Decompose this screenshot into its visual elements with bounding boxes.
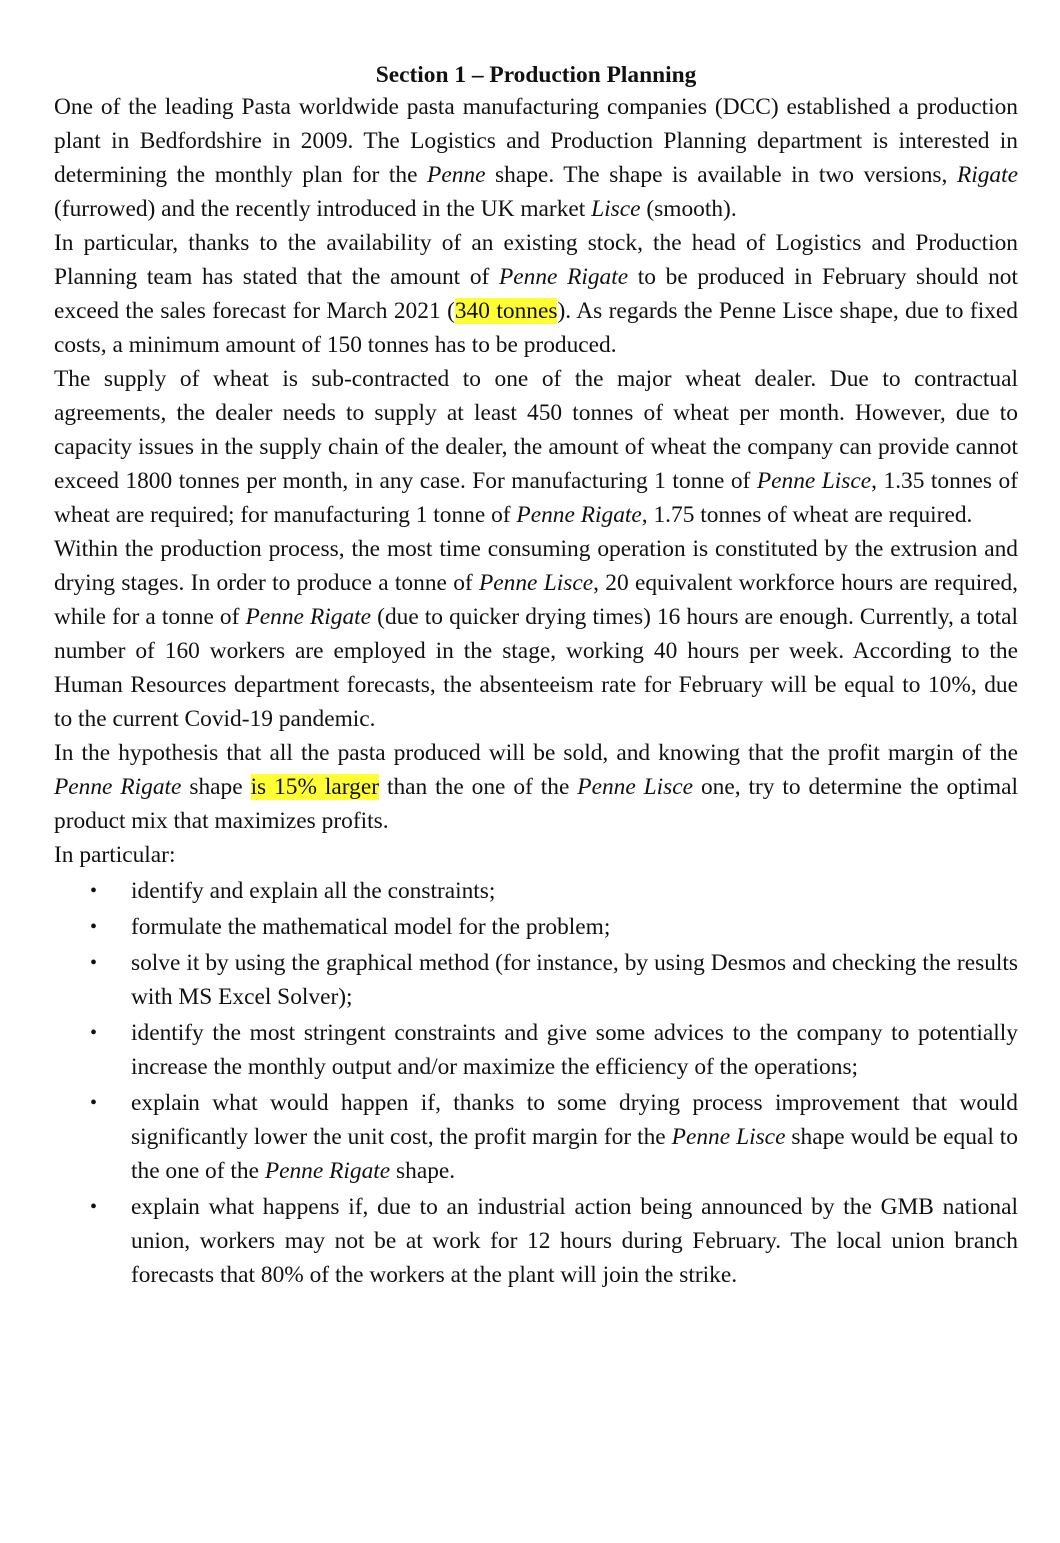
task-item xyxy=(54,910,1018,944)
task-item xyxy=(54,1190,1018,1292)
task-text: formulate the mathematical model for the problem; xyxy=(131,914,611,940)
italic-term: Penne Lisce xyxy=(756,468,872,494)
bullet-icon: • xyxy=(90,880,98,902)
task-item xyxy=(54,1086,1018,1188)
bullet-icon: • xyxy=(90,1092,98,1114)
paragraph-wheat xyxy=(54,362,1018,532)
highlighted-text: is 15% larger xyxy=(250,774,380,800)
italic-term: Penne Rigate xyxy=(516,502,642,528)
bullet-icon: • xyxy=(90,916,98,938)
text-run: shape xyxy=(181,774,251,800)
section-title: Section 1 – Production Planning xyxy=(375,62,697,88)
italic-term: Lisce xyxy=(591,196,641,222)
text-run: (furrowed) and the recently introduced in the UK market xyxy=(54,196,592,222)
paragraph-intro xyxy=(54,90,1018,226)
italic-term: Penne Rigate xyxy=(264,1158,391,1184)
task-text: shape. xyxy=(390,1158,456,1184)
italic-term: Rigate xyxy=(956,162,1018,188)
italic-term: Penne Rigate xyxy=(245,604,372,630)
text-run: (due to quicker drying times) 16 hours are enough. Currently, a total number of 160 workers are employed in the stage, working 40 hours per week. According to the Human Resources department forecasts, the absenteeism rate for February will be equal to 10%, due to the current Covid-19 pandemic. xyxy=(54,604,1019,732)
task-text: solve it by using the graphical method (for instance, by using Desmos and checking the results with MS Excel Solver); xyxy=(131,950,1018,1010)
text-run: (smooth). xyxy=(640,196,737,222)
text-run: In the hypothesis that all the pasta produced will be sold, and knowing that the profit margin of the xyxy=(54,740,1018,766)
task-text: explain what happens if, due to an industrial action being announced by the GMB national union, workers may not be at work for 12 hours during February. The local union branch forecasts that 80% of the workers at the plant will join the strike. xyxy=(131,1194,1018,1288)
italic-term: Penne Rigate xyxy=(498,264,629,290)
bullet-icon: • xyxy=(90,1196,98,1218)
task-text: explain what would happen if, thanks to some drying process improvement that would significantly lower the unit cost, the profit margin for the xyxy=(131,1090,1018,1150)
task-intro: In particular: xyxy=(54,842,176,868)
bullet-icon: • xyxy=(90,952,98,974)
text-run: , 20 equivalent workforce hours are required, while for a tonne of xyxy=(54,570,1018,630)
document-page xyxy=(54,60,1018,1292)
text-run: one, try to determine the optimal product mix that maximizes profits. xyxy=(54,774,1018,834)
task-text: shape would be equal to the one of the xyxy=(131,1124,1018,1184)
text-run: ). As regards the Penne Lisce shape, due to fixed costs, a minimum amount of 150 tonnes has to be produced. xyxy=(54,298,1018,358)
text-run: , 1.75 tonnes of wheat are required. xyxy=(641,502,973,528)
paragraph-profit xyxy=(54,736,1018,838)
task-text: identify the most stringent constraints and give some advices to the company to potentially increase the monthly output and/or maximize the efficiency of the operations; xyxy=(131,1020,1018,1080)
italic-term: Penne Rigate xyxy=(54,774,182,800)
bullet-icon: • xyxy=(90,1022,98,1044)
text-run: , 1.35 tonnes of wheat are required; for manufacturing 1 tonne of xyxy=(54,468,1018,528)
text-run: shape. The shape is available in two versions, xyxy=(485,162,957,188)
italic-term: Penne xyxy=(427,162,486,188)
task-text: identify and explain all the constraints; xyxy=(131,878,496,904)
text-run: than the one of the xyxy=(379,774,578,800)
task-list xyxy=(54,874,1018,1292)
highlighted-text: 340 tonnes xyxy=(454,298,558,324)
paragraph-workforce xyxy=(54,532,1018,736)
text-run: One of the leading Pasta worldwide pasta manufacturing companies (DCC) established a production plant in Bedfordshire in 2009. The Logistics and Production Planning department is interested in determining the monthly plan for the xyxy=(54,94,1018,188)
task-item xyxy=(54,874,1018,908)
text-run: Within the production process, the most time consuming operation is constituted by the extrusion and drying stages. In order to produce a tonne of xyxy=(54,536,1018,596)
italic-term: Penne Lisce xyxy=(577,774,694,800)
text-run: The supply of wheat is sub-contracted to one of the major wheat dealer. Due to contractual agreements, the dealer needs to supply at least 450 tonnes of wheat per month. However, due to capacity issues in the supply chain of the dealer, the amount of wheat the company can provide cannot exceed 1800 tonnes per month, in any case. For manufacturing 1 tonne of xyxy=(54,366,1018,494)
italic-term: Penne Lisce xyxy=(478,570,594,596)
task-item xyxy=(54,1016,1018,1084)
task-item xyxy=(54,946,1018,1014)
italic-term: Penne Lisce xyxy=(671,1124,786,1150)
paragraph-stock xyxy=(54,226,1018,362)
text-run: to be produced in February should not exceed the sales forecast for March 2021 ( xyxy=(54,264,1018,324)
text-run: In particular, thanks to the availability of an existing stock, the head of Logistics and Production Planning team has stated that the amount of xyxy=(54,230,1018,290)
